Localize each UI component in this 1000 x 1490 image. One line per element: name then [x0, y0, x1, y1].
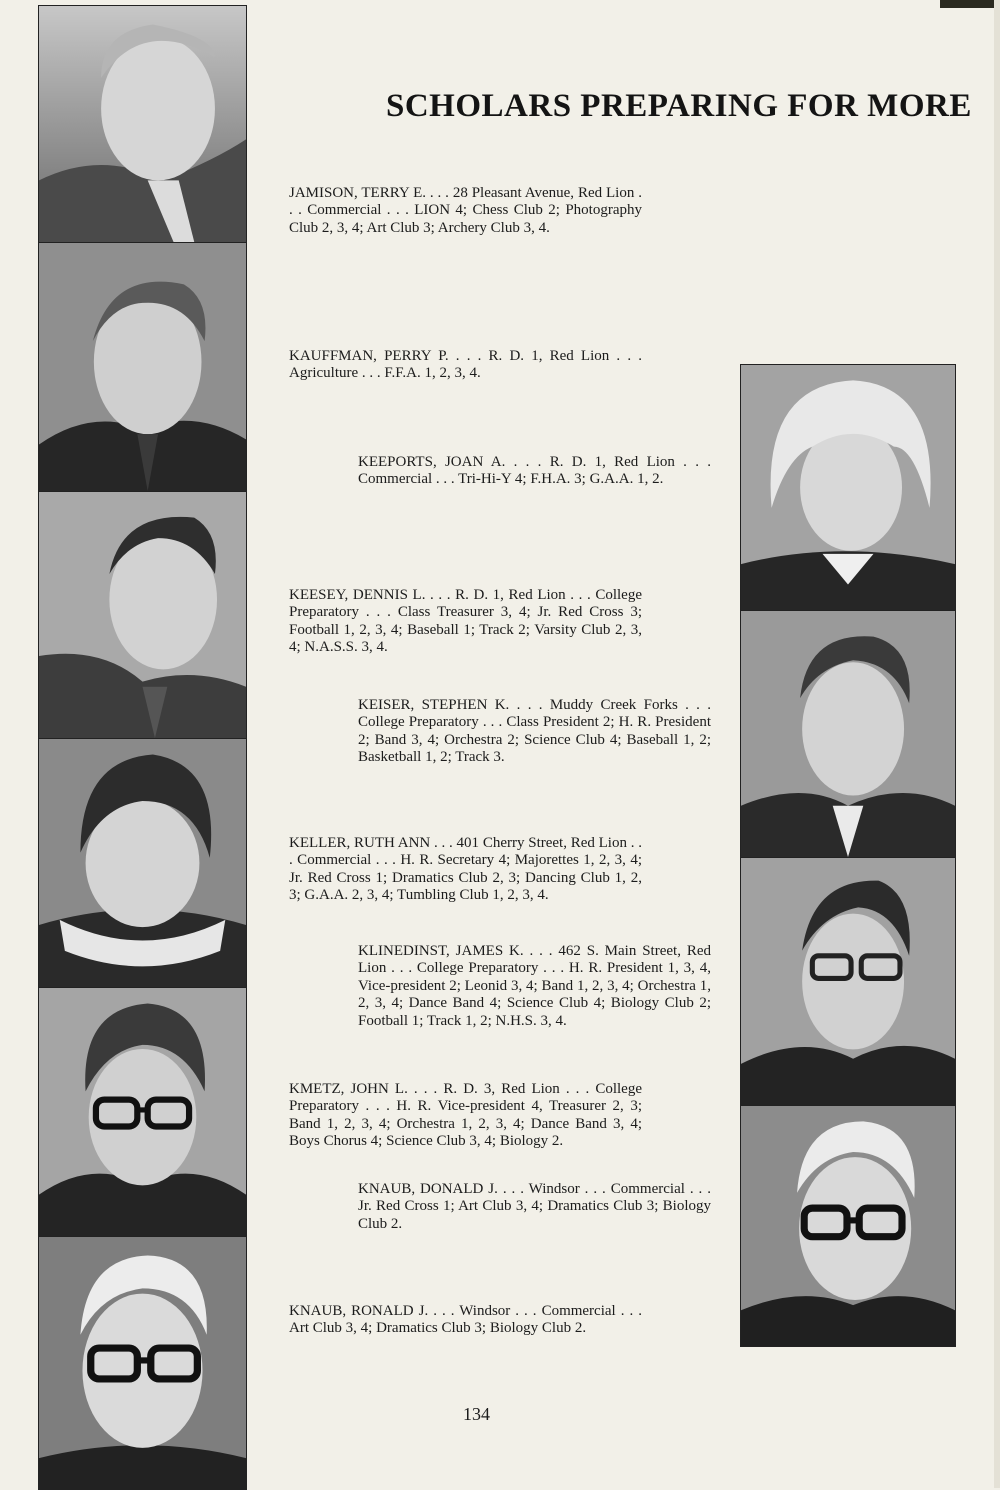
- entry-keller: KELLER, RUTH ANN . . . 401 Cherry Street, Red Lion . . . Commercial . . . H. R. Secretary 4; Majorettes 1, 2, 3, 4; Jr. Red Cross 1; Dramatics Club 2, 3; Dancing Club 1, 2, 3; G.A.A. 2, 3, 4; Tumbling Club 1, 2, 3, 4.: [289, 835, 642, 904]
- portrait-keesey: [38, 491, 247, 739]
- entry-keesey: KEESEY, DENNIS L. . . . R. D. 1, Red Lion . . . College Preparatory . . . Class Treasurer 3, 4; Jr. Red Cross 3; Football 1, 2, 3, 4; Baseball 1; Track 2; Varsity Club 2, 3, 4; N.A.S.S. 3, 4.: [289, 587, 642, 656]
- portrait-keller: [38, 738, 247, 988]
- entry-knaub-ronald: KNAUB, RONALD J. . . . Windsor . . . Commercial . . . Art Club 3, 4; Dramatics Club 3; Biology Club 2.: [289, 1303, 642, 1337]
- entry-keiser: KEISER, STEPHEN K. . . . Muddy Creek Forks . . . College Preparatory . . . Class President 2; H. R. President 2; Band 3, 4; Orchestra 2; Science Club 4; Baseball 1, 2; Basketball 1, 2; Track 3.: [358, 697, 711, 766]
- entry-klinedinst: KLINEDINST, JAMES K. . . . 462 S. Main Street, Red Lion . . . College Preparatory . . . H. R. President 1, 3, 4, Vice-president 2; Leonid 3, 4; Band 1, 2, 3, 4; Orchestra 1, 2, 3, 4; Dance Band 4; Science Club 4; Biology Club 2; Football 1; Track 1, 2; N.H.S. 3, 4.: [358, 943, 711, 1029]
- portrait-keeports: [740, 364, 956, 611]
- entry-jamison: JAMISON, TERRY E. . . . 28 Pleasant Avenue, Red Lion . . . Commercial . . . LION 4; Chess Club 2; Photography Club 2, 3, 4; Art Club 3; Archery Club 3, 4.: [289, 185, 642, 236]
- page-edge-right: [994, 0, 1000, 1488]
- portrait-knaub-ronald: [38, 1236, 247, 1490]
- portrait-kmetz: [38, 987, 247, 1237]
- portrait-klinedinst: [740, 857, 956, 1106]
- page-number: 134: [463, 1404, 490, 1424]
- entry-knaub-donald: KNAUB, DONALD J. . . . Windsor . . . Commercial . . . Jr. Red Cross 1; Art Club 3, 4; Dramatics Club 3; Biology Club 2.: [358, 1181, 711, 1232]
- portrait-keiser: [740, 610, 956, 858]
- page-edge-top: [940, 0, 1000, 8]
- portrait-jamison: [38, 5, 247, 243]
- page-heading: SCHOLARS PREPARING FOR MORE: [386, 88, 972, 124]
- entry-kmetz: KMETZ, JOHN L. . . . R. D. 3, Red Lion . . . College Preparatory . . . H. R. Vice-president 4, Treasurer 2, 3; Band 1, 2, 3, 4; Orchestra 1, 2, 3, 4; Dance Band 3, 4; Boys Chorus 4; Science Club 3, 4; Biology 2.: [289, 1081, 642, 1150]
- entry-keeports: KEEPORTS, JOAN A. . . . R. D. 1, Red Lion . . . Commercial . . . Tri-Hi-Y 4; F.H.A. 3; G.A.A. 1, 2.: [358, 454, 711, 488]
- portrait-knaub-donald: [740, 1105, 956, 1347]
- portrait-kauffman: [38, 242, 247, 492]
- entry-kauffman: KAUFFMAN, PERRY P. . . . R. D. 1, Red Lion . . . Agriculture . . . F.F.A. 1, 2, 3, 4.: [289, 348, 642, 382]
